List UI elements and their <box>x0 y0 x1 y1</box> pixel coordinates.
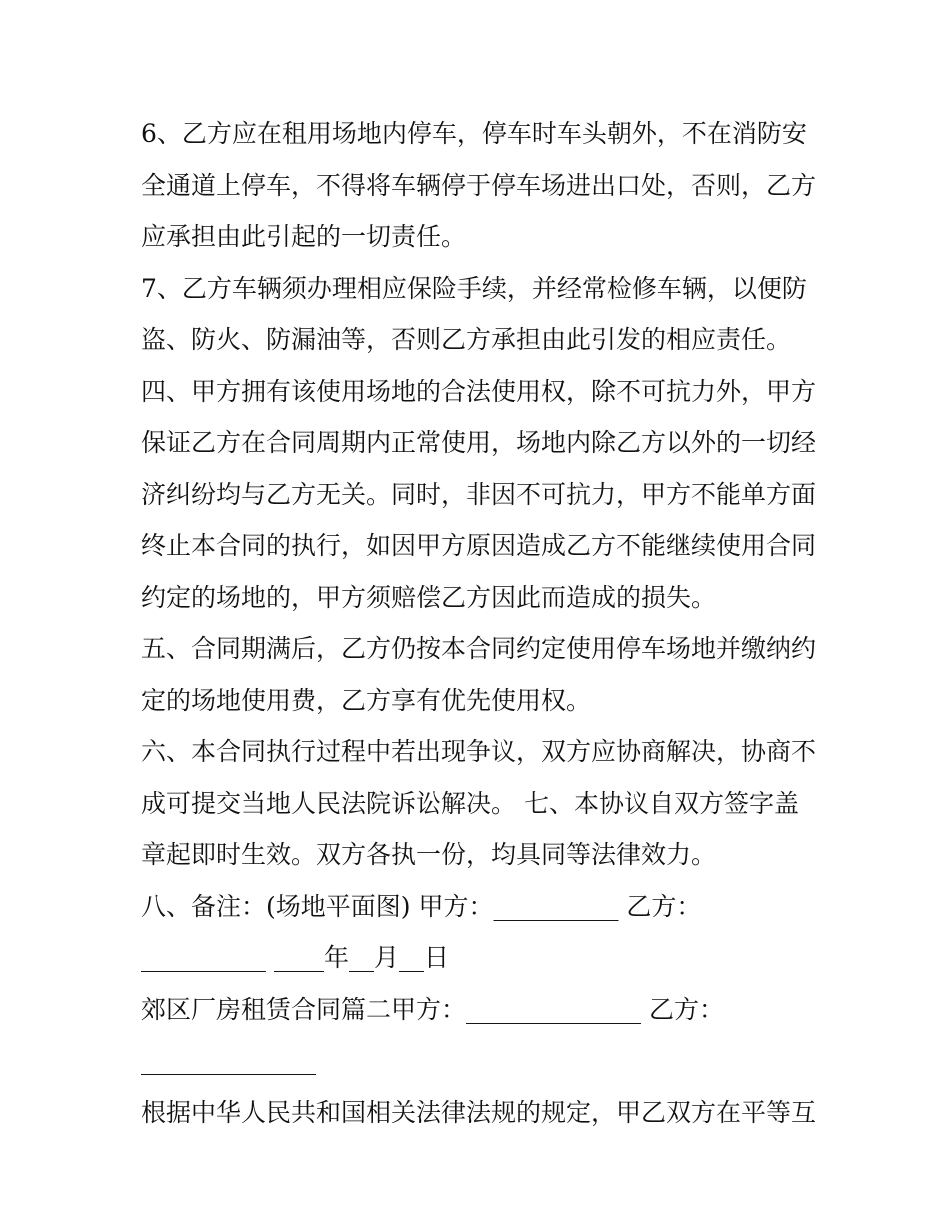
text-line: 济纠纷均与乙方无关。同时，非因不可抗力，甲方不能单方面 <box>141 479 817 509</box>
text-line: 保证乙方在合同周期内正常使用，场地内除乙方以外的一切经 <box>141 428 817 457</box>
text-line: 终止本合同的执行，如因甲方原因造成乙方不能继续使用合同 <box>141 531 817 560</box>
text-line: 盗、防火、防漏油等，否则乙方承担由此引发的相应责任。 <box>141 325 792 354</box>
text-line: 约定的场地的，甲方须赔偿乙方因此而造成的损失。 <box>141 582 717 612</box>
text-line: ______________ <box>141 1046 316 1075</box>
text-line: 成可提交当地人民法院诉讼解决。 七、本协议自双方签字盖 <box>141 788 799 818</box>
text-line: 四、甲方拥有该使用场地的合法使用权，除不可抗力外，甲方 <box>141 376 817 406</box>
text-line: __________ ____年__月__日 <box>141 943 449 972</box>
text-line: 五、合同期满后，乙方仍按本合同约定使用停车场地并缴纳约 <box>141 634 817 663</box>
text-line: 6、乙方应在租用场地内停车，停车时车头朝外，不在消防安 <box>141 119 807 148</box>
text-line: 全通道上停车，不得将车辆停于停车场进出口处，否则，乙方 <box>141 170 817 200</box>
text-line: 八、备注：(场地平面图) 甲方：__________ 乙方： <box>141 891 702 921</box>
text-line: 根据中华人民共和国相关法律法规的规定，甲乙双方在平等互 <box>141 1097 817 1127</box>
text-line: 定的场地使用费，乙方享有优先使用权。 <box>141 685 592 715</box>
contract-text <box>141 108 821 1138</box>
text-line: 7、乙方车辆须办理相应保险手续，并经常检修车辆，以便防 <box>141 273 807 303</box>
text-line: 应承担由此引起的一切责任。 <box>141 222 467 251</box>
text-line: 章起即时生效。双方各执一份，均具同等法律效力。 <box>141 840 717 869</box>
text-line: 郊区厂房租赁合同篇二甲方：______________ 乙方： <box>141 994 724 1024</box>
text-line: 六、本合同执行过程中若出现争议，双方应协商解决，协商不 <box>141 737 817 766</box>
